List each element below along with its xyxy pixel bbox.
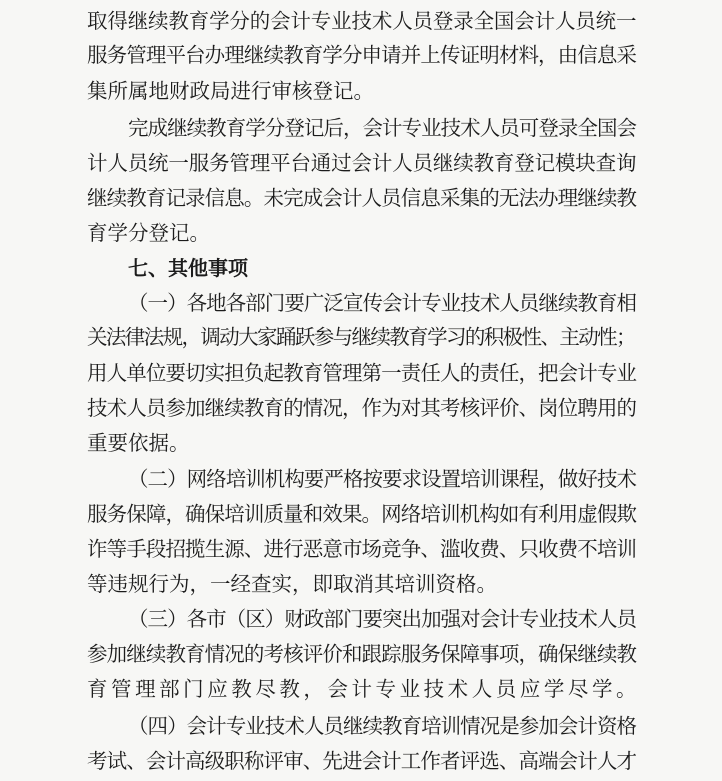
item-3-line-1: （三）各市（区）财政部门要突出加强对会计专业技术人员 — [128, 607, 637, 631]
item-1-line-4: 技术人员参加继续教育的情况，作为对其考核评价、岗位聘用的 — [87, 396, 637, 420]
item-2-line-1: （二）网络培训机构要严格按要求设置培训课程，做好技术 — [128, 467, 637, 491]
item-2-line-4: 等违规行为，一经查实，即取消其培训资格。 — [87, 572, 497, 596]
item-4-line-1: （四）会计专业技术人员继续教育培训情况是参加会计资格 — [128, 714, 637, 738]
item-3-line-3: 育管理部门应教尽教，会计专业技术人员应学尽学。 — [87, 677, 641, 701]
item-2-line-2: 服务保障，确保培训质量和效果。网络培训机构如有利用虚假欺 — [87, 502, 637, 526]
item-2-line-3: 诈等手段招揽生源、进行恶意市场竞争、滥收费、只收费不培训 — [87, 537, 637, 561]
item-1-line-2: 关法律法规，调动大家踊跃参与继续教育学习的积极性、主动性； — [87, 325, 635, 349]
item-3-line-2: 参加继续教育情况的考核评价和跟踪服务保障事项，确保继续教 — [87, 642, 637, 666]
section-heading: 七、其他事项 — [128, 256, 248, 280]
paragraph-1-line-1: 取得继续教育学分的会计专业技术人员登录全国会计人员统一 — [87, 9, 637, 33]
paragraph-2-line-1: 完成继续教育学分登记后，会计专业技术人员可登录全国会 — [128, 116, 637, 140]
item-1-line-1: （一）各地各部门要广泛宣传会计专业技术人员继续教育相 — [128, 291, 637, 315]
paragraph-2-line-2: 计人员统一服务管理平台通过会计人员继续教育登记模块查询 — [87, 151, 637, 175]
paragraph-2-line-3: 继续教育记录信息。未完成会计人员信息采集的无法办理继续教 — [87, 186, 637, 210]
paragraph-1-line-3: 集所属地财政局进行审核登记。 — [87, 79, 374, 103]
item-1-line-3: 用人单位要切实担负起教育管理第一责任人的责任，把会计专业 — [87, 361, 637, 385]
paragraph-2-line-4: 育学分登记。 — [87, 221, 210, 245]
item-1-line-5: 重要依据。 — [87, 431, 190, 455]
paragraph-1-line-2: 服务管理平台办理继续教育学分申请并上传证明材料，由信息采 — [87, 43, 637, 67]
item-4-line-2: 考试、会计高级职称评审、先进会计工作者评选、高端会计人才 — [87, 749, 637, 773]
